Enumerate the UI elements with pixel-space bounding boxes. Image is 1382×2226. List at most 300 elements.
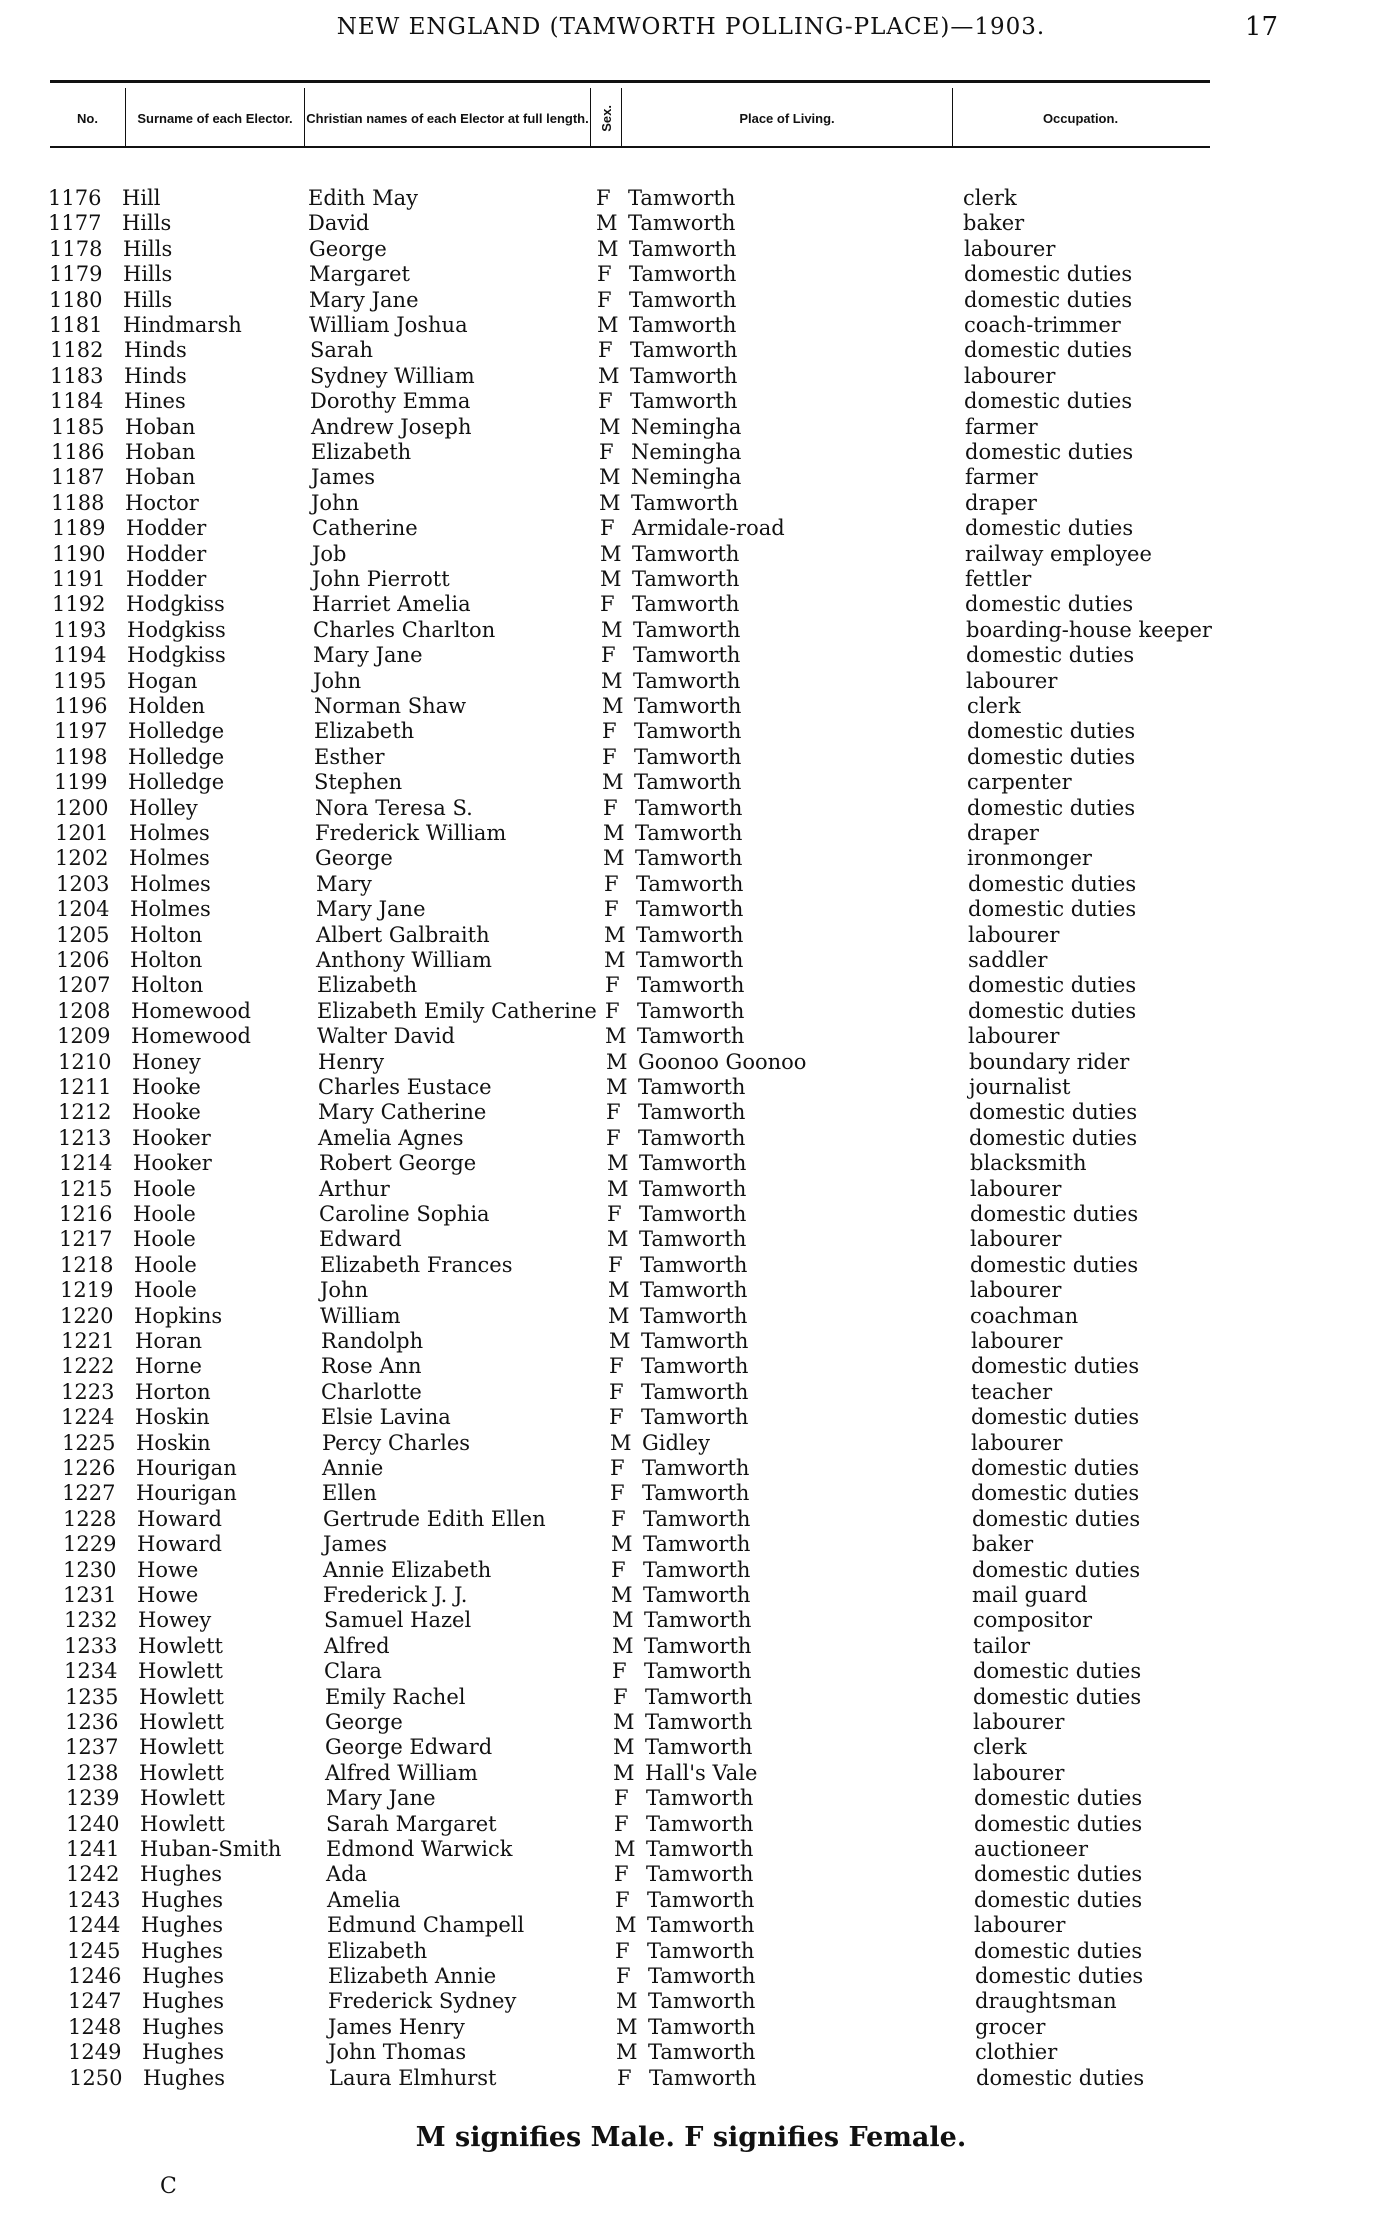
elector-surname: Hoole: [133, 1202, 196, 1226]
elector-christian-names: Elizabeth Annie: [328, 1964, 497, 1988]
elector-sex: F: [608, 1252, 623, 1277]
elector-sex: M: [616, 2014, 638, 2039]
table-row: [0, 1100, 1382, 1126]
elector-christian-names: Elsie Lavina: [321, 1405, 451, 1430]
sex-legend-note: M signifies Male. F signifies Female.: [415, 2122, 967, 2153]
elector-surname: Hooker: [133, 1151, 212, 1176]
elector-sex: F: [601, 643, 616, 668]
table-row: [0, 1405, 1382, 1431]
table-row: [0, 1862, 1382, 1888]
elector-number: 1241: [66, 1837, 120, 1861]
elector-number: 1202: [55, 846, 109, 871]
table-row: [0, 1964, 1382, 1990]
table-row: [0, 1253, 1382, 1279]
elector-christian-names: Arthur: [319, 1176, 390, 1201]
elector-christian-names: Alfred William: [325, 1760, 478, 1785]
elector-occupation: domestic duties: [971, 1354, 1140, 1379]
elector-number: 1238: [65, 1760, 119, 1785]
page-number: 17: [1244, 12, 1278, 42]
elector-christian-names: Harriet Amelia: [312, 592, 471, 617]
elector-place-of-living: Tamworth: [648, 2014, 756, 2039]
elector-christian-names: Rose Ann: [321, 1354, 422, 1379]
elector-place-of-living: Tamworth: [644, 1633, 752, 1658]
elector-occupation: domestic duties: [970, 1202, 1139, 1226]
elector-surname: Howlett: [139, 1710, 224, 1734]
table-row: [0, 1202, 1382, 1228]
elector-sex: M: [604, 922, 626, 947]
elector-sex: M: [612, 1633, 634, 1658]
elector-surname: Howlett: [139, 1684, 224, 1709]
elector-christian-names: George: [315, 846, 393, 871]
elector-place-of-living: Tamworth: [638, 1125, 746, 1150]
elector-place-of-living: Tamworth: [645, 1710, 753, 1734]
elector-place-of-living: Tamworth: [648, 2040, 756, 2065]
elector-place-of-living: Tamworth: [628, 211, 736, 236]
elector-place-of-living: Tamworth: [643, 1532, 751, 1557]
column-header-sex-label: Sex.: [598, 104, 614, 132]
elector-number: 1190: [52, 541, 106, 566]
elector-christian-names: William: [320, 1303, 401, 1328]
table-row: [0, 1304, 1382, 1330]
elector-sex: F: [617, 2065, 632, 2090]
elector-place-of-living: Tamworth: [630, 363, 738, 388]
elector-christian-names: Ellen: [322, 1481, 377, 1506]
elector-surname: Holton: [130, 922, 203, 947]
elector-occupation: domestic duties: [974, 1811, 1143, 1836]
elector-christian-names: Henry: [318, 1049, 385, 1074]
table-row: [0, 796, 1382, 822]
elector-christian-names: Esther: [314, 744, 385, 769]
elector-place-of-living: Tamworth: [646, 1811, 754, 1836]
elector-surname: Horan: [135, 1329, 203, 1353]
elector-christian-names: Anthony William: [316, 948, 492, 972]
elector-number: 1230: [63, 1557, 117, 1582]
elector-number: 1209: [57, 1024, 111, 1049]
elector-surname: Howard: [137, 1506, 222, 1531]
table-row: [0, 1685, 1382, 1711]
elector-place-of-living: Tamworth: [642, 1456, 750, 1480]
elector-sex: F: [606, 1100, 621, 1125]
elector-occupation: labourer: [971, 1430, 1063, 1455]
elector-number: 1203: [56, 871, 110, 896]
elector-number: 1188: [51, 490, 105, 515]
elector-number: 1201: [55, 821, 109, 845]
elector-christian-names: Sydney William: [310, 363, 475, 388]
elector-surname: Hughes: [142, 1964, 225, 1988]
elector-number: 1223: [61, 1379, 115, 1404]
elector-christian-names: John Thomas: [328, 2040, 467, 2065]
elector-surname: Hodder: [126, 567, 207, 591]
elector-number: 1181: [49, 313, 103, 337]
elector-place-of-living: Tamworth: [635, 846, 743, 871]
elector-occupation: labourer: [970, 1278, 1062, 1303]
elector-christian-names: Norman Shaw: [314, 694, 467, 718]
elector-place-of-living: Tamworth: [629, 287, 737, 312]
elector-place-of-living: Nemingha: [631, 465, 742, 490]
elector-number: 1222: [61, 1354, 115, 1379]
elector-surname: Holton: [131, 973, 204, 998]
elector-occupation: domestic duties: [971, 1481, 1140, 1506]
elector-christian-names: William Joshua: [309, 313, 468, 337]
elector-occupation: domestic duties: [967, 744, 1136, 769]
elector-sex: F: [603, 795, 618, 820]
elector-number: 1186: [51, 440, 105, 464]
elector-place-of-living: Tamworth: [646, 1862, 754, 1887]
elector-christian-names: Albert Galbraith: [316, 922, 490, 947]
elector-occupation: ironmonger: [967, 846, 1092, 871]
table-row: [0, 491, 1382, 517]
elector-place-of-living: Tamworth: [634, 694, 742, 718]
elector-sex: F: [602, 744, 617, 769]
elector-christian-names: Annie: [322, 1456, 384, 1480]
elector-place-of-living: Tamworth: [636, 948, 744, 972]
elector-surname: Hills: [123, 287, 173, 312]
elector-place-of-living: Tamworth: [637, 998, 745, 1023]
elector-sex: M: [597, 313, 619, 337]
elector-number: 1187: [51, 465, 105, 490]
elector-surname: Howlett: [140, 1786, 225, 1811]
elector-number: 1250: [69, 2065, 123, 2090]
elector-occupation: journalist: [969, 1075, 1071, 1099]
elector-number: 1197: [54, 719, 108, 744]
elector-number: 1239: [66, 1786, 120, 1811]
elector-christian-names: Elizabeth Emily Catherine: [317, 998, 597, 1023]
elector-sex: M: [608, 1278, 630, 1303]
elector-christian-names: Amelia: [327, 1887, 401, 1912]
table-row: [0, 262, 1382, 288]
elector-occupation: labourer: [964, 236, 1056, 261]
elector-place-of-living: Tamworth: [647, 1938, 755, 1963]
elector-number: 1189: [52, 516, 106, 541]
elector-number: 1214: [59, 1151, 113, 1176]
elector-place-of-living: Tamworth: [633, 617, 741, 642]
elector-occupation: domestic duties: [976, 2065, 1145, 2090]
elector-sex: M: [599, 490, 621, 515]
elector-number: 1244: [67, 1913, 121, 1938]
table-row: [0, 1380, 1382, 1406]
table-row: [0, 364, 1382, 390]
column-header-surname: Surname of each Elector.: [137, 110, 293, 126]
elector-surname: Hughes: [141, 1938, 224, 1963]
elector-number: 1232: [64, 1608, 118, 1633]
elector-sex: M: [598, 363, 620, 388]
elector-place-of-living: Tamworth: [636, 922, 744, 947]
elector-sex: F: [605, 998, 620, 1023]
elector-occupation: domestic duties: [965, 592, 1134, 617]
elector-christian-names: Andrew Joseph: [311, 414, 472, 439]
elector-surname: Hinds: [124, 363, 187, 388]
elector-occupation: labourer: [973, 1760, 1065, 1785]
elector-christian-names: Robert George: [319, 1151, 477, 1176]
elector-number: 1234: [64, 1659, 118, 1684]
elector-occupation: coachman: [970, 1303, 1079, 1328]
elector-number: 1226: [62, 1456, 116, 1480]
elector-number: 1196: [54, 694, 108, 718]
elector-place-of-living: Tamworth: [648, 1989, 756, 2014]
elector-surname: Howlett: [139, 1735, 224, 1760]
elector-surname: Hinds: [124, 338, 187, 363]
elector-place-of-living: Tamworth: [644, 1659, 752, 1684]
elector-christian-names: Annie Elizabeth: [323, 1557, 492, 1582]
elector-place-of-living: Tamworth: [643, 1583, 751, 1607]
elector-occupation: farmer: [965, 465, 1038, 490]
elector-sex: M: [613, 1760, 635, 1785]
elector-occupation: domestic duties: [967, 795, 1136, 820]
elector-occupation: auctioneer: [974, 1837, 1089, 1861]
elector-number: 1247: [68, 1989, 122, 2014]
elector-surname: Holden: [128, 694, 206, 718]
table-row: [0, 1278, 1382, 1304]
elector-occupation: compositor: [973, 1608, 1093, 1633]
table-row: [0, 923, 1382, 949]
elector-sex: F: [599, 440, 614, 464]
header-rule-top: [50, 80, 1210, 83]
elector-place-of-living: Tamworth: [647, 1887, 755, 1912]
elector-number: 1179: [49, 262, 103, 287]
elector-surname: Hodgkiss: [127, 617, 226, 642]
elector-occupation: labourer: [964, 363, 1056, 388]
elector-sex: M: [610, 1430, 632, 1455]
table-row: [0, 1608, 1382, 1634]
elector-christian-names: Catherine: [312, 516, 418, 541]
table-row: [0, 237, 1382, 263]
elector-surname: Hoban: [125, 414, 196, 439]
elector-number: 1219: [60, 1278, 114, 1303]
table-row: [0, 1507, 1382, 1533]
elector-place-of-living: Tamworth: [635, 821, 743, 845]
elector-number: 1227: [62, 1481, 116, 1506]
elector-surname: Howlett: [140, 1811, 225, 1836]
elector-place-of-living: Armidale-road: [632, 516, 785, 541]
elector-occupation: domestic duties: [974, 1786, 1143, 1811]
elector-sex: M: [601, 617, 623, 642]
elector-sex: M: [607, 1151, 629, 1176]
elector-number: 1240: [66, 1811, 120, 1836]
table-row: [0, 1024, 1382, 1050]
elector-christian-names: Charles Charlton: [313, 617, 496, 642]
table-row: [0, 465, 1382, 491]
elector-christian-names: Samuel Hazel: [324, 1608, 472, 1633]
table-row: [0, 1583, 1382, 1609]
elector-sex: M: [612, 1608, 634, 1633]
column-header-sex: [591, 90, 621, 146]
elector-christian-names: Emily Rachel: [325, 1684, 466, 1709]
elector-sex: M: [600, 567, 622, 591]
table-row: [0, 2015, 1382, 2041]
elector-surname: Hodder: [126, 541, 207, 566]
elector-occupation: draper: [967, 821, 1039, 845]
elector-number: 1176: [48, 186, 102, 210]
elector-place-of-living: Nemingha: [631, 414, 742, 439]
elector-occupation: domestic duties: [974, 1887, 1143, 1912]
elector-surname: Hughes: [142, 1989, 225, 2014]
elector-place-of-living: Gidley: [642, 1430, 710, 1455]
elector-surname: Holmes: [129, 846, 210, 871]
elector-christian-names: James: [323, 1532, 388, 1557]
elector-place-of-living: Tamworth: [639, 1227, 747, 1252]
elector-place-of-living: Tamworth: [629, 236, 737, 261]
elector-place-of-living: Tamworth: [644, 1608, 752, 1633]
elector-christian-names: Charles Eustace: [318, 1075, 492, 1099]
elector-surname: Holledge: [128, 770, 225, 795]
elector-place-of-living: Tamworth: [643, 1557, 751, 1582]
elector-occupation: labourer: [970, 1227, 1062, 1252]
table-row: [0, 643, 1382, 669]
elector-place-of-living: Tamworth: [640, 1278, 748, 1303]
elector-occupation: domestic duties: [971, 1456, 1140, 1480]
elector-place-of-living: Tamworth: [632, 592, 740, 617]
elector-place-of-living: Tamworth: [641, 1329, 749, 1353]
table-row: [0, 338, 1382, 364]
elector-number: 1195: [53, 668, 107, 693]
elector-surname: Howey: [138, 1608, 212, 1633]
elector-christian-names: Percy Charles: [322, 1430, 471, 1455]
elector-christian-names: Job: [312, 541, 347, 566]
table-row: [0, 2066, 1382, 2092]
elector-sex: M: [597, 236, 619, 261]
elector-surname: Hoole: [134, 1252, 197, 1277]
elector-occupation: domestic duties: [968, 897, 1137, 922]
table-row: [0, 1710, 1382, 1736]
elector-christian-names: Walter David: [317, 1024, 455, 1049]
elector-sex: F: [615, 1887, 630, 1912]
elector-christian-names: Caroline Sophia: [319, 1202, 490, 1226]
elector-surname: Hoctor: [125, 490, 199, 515]
elector-occupation: domestic duties: [967, 719, 1136, 744]
column-header-occupation: Occupation.: [1042, 110, 1119, 126]
elector-occupation: labourer: [973, 1710, 1065, 1734]
elector-place-of-living: Tamworth: [632, 567, 740, 591]
table-row: [0, 1532, 1382, 1558]
elector-sex: M: [605, 1024, 627, 1049]
elector-surname: Horton: [135, 1379, 211, 1404]
elector-place-of-living: Tamworth: [640, 1252, 748, 1277]
elector-occupation: domestic duties: [964, 389, 1133, 414]
elector-occupation: domestic duties: [975, 1964, 1144, 1988]
elector-surname: Holton: [130, 948, 203, 972]
elector-number: 1236: [65, 1710, 119, 1734]
elector-place-of-living: Tamworth: [633, 668, 741, 693]
elector-sex: F: [607, 1202, 622, 1226]
table-row: [0, 1456, 1382, 1482]
elector-occupation: domestic duties: [964, 262, 1133, 287]
elector-place-of-living: Tamworth: [631, 490, 739, 515]
elector-sex: F: [596, 186, 611, 210]
elector-sex: M: [611, 1583, 633, 1607]
table-row: [0, 186, 1382, 212]
elector-occupation: domestic duties: [969, 1100, 1138, 1125]
elector-christian-names: George: [309, 236, 387, 261]
elector-place-of-living: Tamworth: [649, 2065, 757, 2090]
table-row: [0, 1659, 1382, 1685]
elector-sex: M: [607, 1227, 629, 1252]
elector-christian-names: Nora Teresa S.: [315, 795, 473, 820]
elector-sex: F: [614, 1811, 629, 1836]
elector-christian-names: Elizabeth: [327, 1938, 428, 1963]
elector-christian-names: Mary Jane: [313, 643, 423, 668]
elector-place-of-living: Tamworth: [645, 1684, 753, 1709]
elector-number: 1229: [63, 1532, 117, 1557]
elector-christian-names: Frederick J. J.: [323, 1583, 468, 1607]
page-title: NEW ENGLAND (TAMWORTH POLLING-PLACE)—1903.: [336, 14, 1046, 40]
elector-number: 1183: [50, 363, 104, 388]
elector-place-of-living: Tamworth: [641, 1379, 749, 1404]
elector-sex: M: [599, 465, 621, 490]
table-row: [0, 821, 1382, 847]
elector-sex: F: [605, 973, 620, 998]
elector-surname: Horne: [135, 1354, 202, 1379]
elector-sex: F: [613, 1684, 628, 1709]
elector-number: 1212: [58, 1100, 112, 1125]
table-row: [0, 897, 1382, 923]
table-row: [0, 1481, 1382, 1507]
elector-surname: Hoban: [125, 440, 196, 464]
elector-number: 1185: [51, 414, 105, 439]
elector-number: 1243: [67, 1887, 121, 1912]
elector-place-of-living: Tamworth: [632, 541, 740, 566]
elector-surname: Hills: [123, 236, 173, 261]
elector-sex: F: [604, 897, 619, 922]
elector-surname: Hodgkiss: [127, 643, 226, 668]
elector-surname: Hughes: [141, 1913, 224, 1938]
elector-occupation: labourer: [970, 1176, 1062, 1201]
elector-surname: Hughes: [141, 1887, 224, 1912]
elector-christian-names: Edmund Champell: [327, 1913, 525, 1938]
elector-christian-names: Sarah Margaret: [326, 1811, 497, 1836]
elector-surname: Hoole: [134, 1278, 197, 1303]
elector-occupation: coach-trimmer: [964, 313, 1121, 337]
elector-surname: Holmes: [129, 821, 210, 845]
elector-place-of-living: Tamworth: [647, 1913, 755, 1938]
elector-sex: M: [603, 846, 625, 871]
table-row: [0, 999, 1382, 1025]
elector-place-of-living: Tamworth: [639, 1151, 747, 1176]
table-row: [0, 389, 1382, 415]
elector-sex: F: [610, 1456, 625, 1480]
column-header-no: No.: [77, 110, 98, 126]
elector-christian-names: Amelia Agnes: [318, 1125, 464, 1150]
elector-christian-names: David: [308, 211, 370, 236]
elector-sex: M: [606, 1075, 628, 1099]
elector-number: 1242: [66, 1862, 120, 1887]
elector-number: 1225: [62, 1430, 116, 1455]
elector-christian-names: John Pierrott: [312, 567, 450, 591]
elector-sex: M: [602, 770, 624, 795]
elector-surname: Hoskin: [136, 1430, 211, 1455]
elector-surname: Hogan: [127, 668, 198, 693]
elector-christian-names: Randolph: [321, 1329, 424, 1353]
elector-place-of-living: Tamworth: [637, 973, 745, 998]
elector-occupation: domestic duties: [969, 1125, 1138, 1150]
elector-surname: Hughes: [143, 2065, 226, 2090]
elector-occupation: labourer: [971, 1329, 1063, 1353]
elector-sex: M: [596, 211, 618, 236]
elector-place-of-living: Tamworth: [648, 1964, 756, 1988]
elector-number: 1210: [58, 1049, 112, 1074]
table-row: [0, 1939, 1382, 1965]
elector-number: 1228: [63, 1506, 117, 1531]
elector-surname: Howe: [137, 1557, 199, 1582]
elector-sex: M: [604, 948, 626, 972]
elector-occupation: boundary rider: [969, 1049, 1130, 1074]
elector-number: 1204: [56, 897, 110, 922]
elector-surname: Holledge: [128, 744, 225, 769]
elector-number: 1207: [57, 973, 111, 998]
elector-christian-names: Mary Jane: [309, 287, 419, 312]
elector-sex: M: [599, 414, 621, 439]
elector-sex: M: [613, 1710, 635, 1734]
elector-number: 1216: [59, 1202, 113, 1226]
